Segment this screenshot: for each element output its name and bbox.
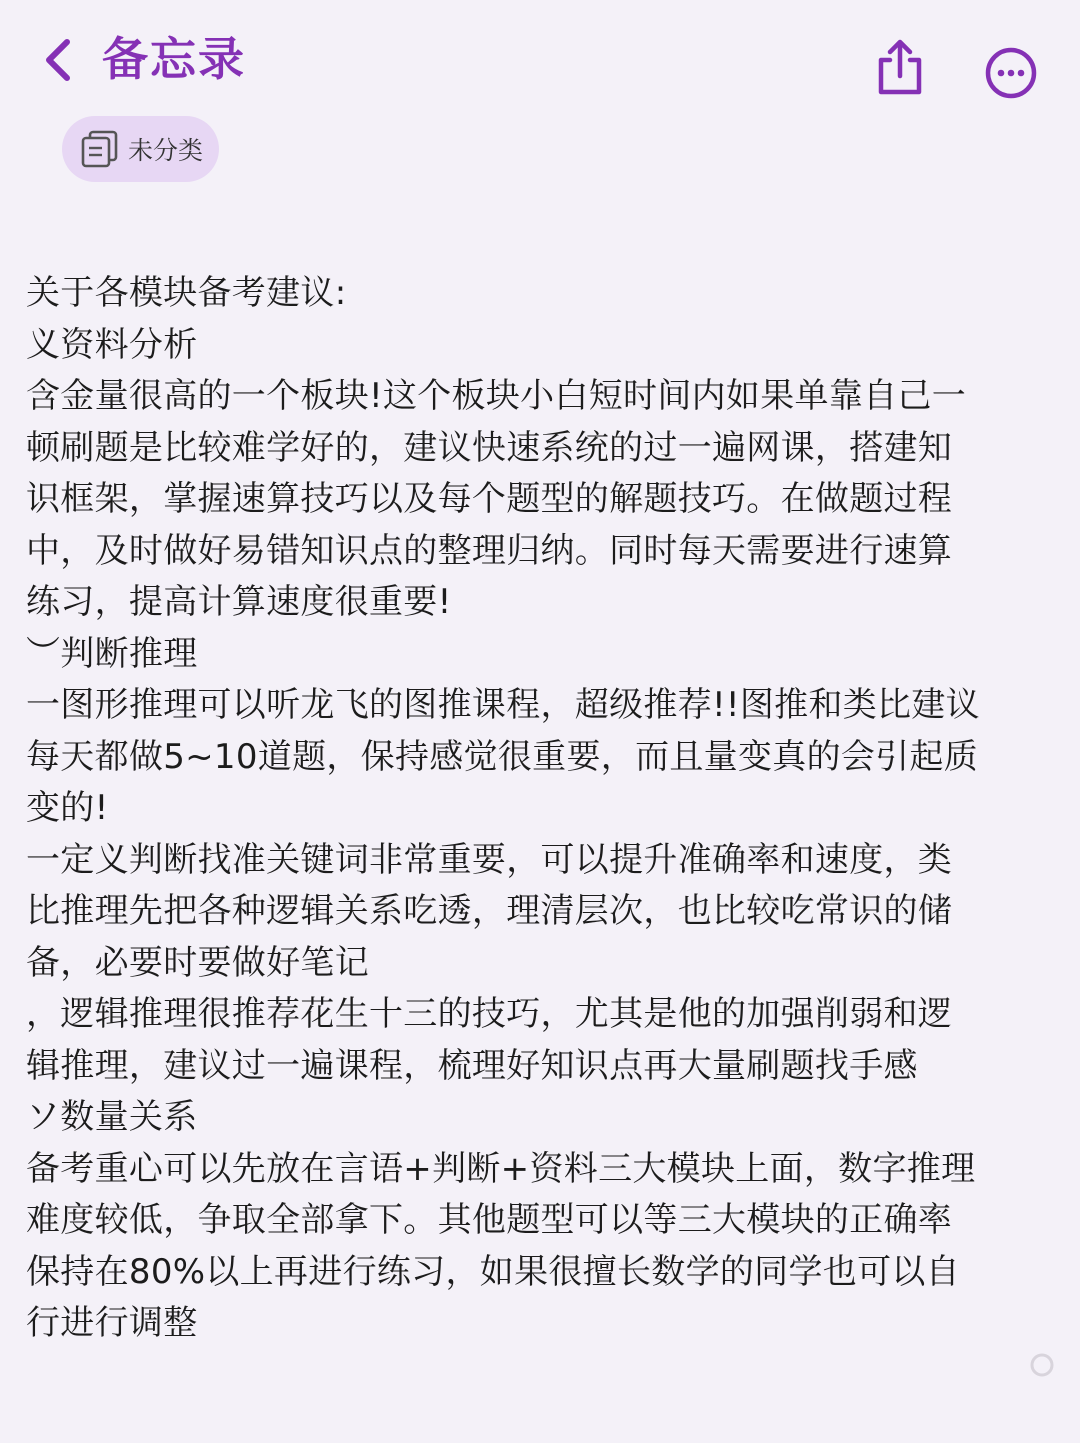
top-bar [0, 0, 1080, 120]
note-line: 义资料分析 [26, 324, 198, 365]
more-options-button[interactable] [980, 42, 1042, 104]
watermark-logo [1030, 1352, 1054, 1378]
note-line: ，逻辑推理很推荐花生十三的技巧，尤其是他的加强削弱和逻 [26, 994, 953, 1034]
note-line: 备考重心可以先放在言语+判断+资料三大模块上面，数字推理 [26, 1148, 976, 1189]
note-line: 含金量很高的一个板块!这个板块小白短时间内如果单靠自己一 [26, 376, 967, 416]
note-content[interactable] [26, 268, 1056, 1350]
note-line: 一定义判断找准关键词非常重要，可以提升准确率和速度，类 [26, 839, 953, 880]
notes-stack-icon [80, 129, 120, 169]
folder-label: 未分类 [128, 136, 204, 165]
note-line: 一图形推理可以听龙飞的图推课程，超级推荐!!图推和类比建议 [26, 685, 980, 725]
note-line: 顿刷题是比较难学好的，建议快速系统的过一遍网课，搭建知 [26, 427, 953, 468]
share-button[interactable] [868, 36, 932, 100]
note-line: 备，必要时要做好笔记 [26, 942, 369, 983]
note-line: 变的! [26, 788, 109, 828]
note-line: 比推理先把各种逻辑关系吃透，理清层次，也比较吃常识的储 [26, 891, 953, 931]
note-line: 行进行调整 [26, 1303, 198, 1343]
note-line: 中，及时做好易错知识点的整理归纳。同时每天需要进行速算 [26, 530, 953, 571]
share-icon [872, 38, 928, 98]
more-icon [983, 45, 1039, 101]
note-line: 关于各模块备考建议: [26, 273, 347, 313]
note-line: 辑推理，建议过一遍课程，梳理好知识点再大量刷题找手感 [26, 1045, 918, 1086]
chevron-left-icon [41, 36, 75, 84]
note-line: 保持在80%以上再进行练习，如果很擅长数学的同学也可以自 [26, 1251, 960, 1292]
folder-chip[interactable] [62, 116, 219, 182]
note-line: 难度较低，争取全部拿下。其他题型可以等三大模块的正确率 [26, 1200, 953, 1240]
note-line: 识框架，掌握速算技巧以及每个题型的解题技巧。在做题过程 [26, 479, 953, 519]
note-line: 每天都做5~10道题，保持感觉很重要，而且量变真的会引起质 [26, 736, 979, 777]
note-line: ソ数量关系 [26, 1097, 198, 1137]
note-line: 练习，提高计算速度很重要! [26, 582, 452, 622]
note-line: ︶判断推理 [26, 633, 198, 674]
page-title: 备忘录 [102, 32, 246, 86]
back-button[interactable] [30, 30, 86, 90]
